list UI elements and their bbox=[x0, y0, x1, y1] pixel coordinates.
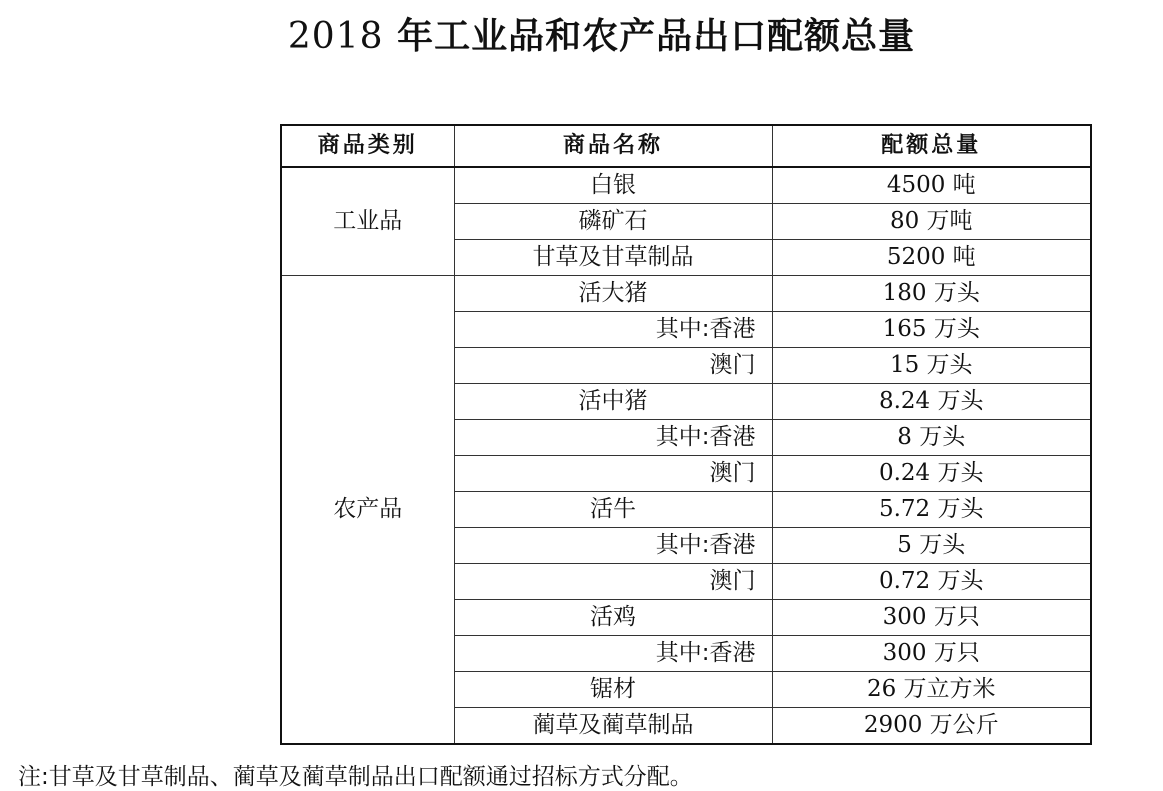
table-row bbox=[281, 167, 1091, 204]
quota-cell: 300 万只 bbox=[772, 636, 1091, 672]
product-name-cell: 其中:香港 bbox=[454, 312, 772, 348]
quota-cell: 8 万头 bbox=[772, 420, 1091, 456]
quota-cell: 5.72 万头 bbox=[772, 492, 1091, 528]
product-name-cell: 其中:香港 bbox=[454, 420, 772, 456]
product-name-cell: 蔺草及蔺草制品 bbox=[454, 708, 772, 745]
quota-cell: 80 万吨 bbox=[772, 204, 1091, 240]
product-name-cell: 甘草及甘草制品 bbox=[454, 240, 772, 276]
table-row bbox=[281, 276, 1091, 312]
table-header-row bbox=[281, 125, 1091, 167]
product-name-cell: 澳门 bbox=[454, 348, 772, 384]
quota-cell: 5200 吨 bbox=[772, 240, 1091, 276]
quota-cell: 4500 吨 bbox=[772, 167, 1091, 204]
footnote: 注:甘草及甘草制品、蔺草及蔺草制品出口配额通过招标方式分配。 bbox=[18, 764, 693, 790]
product-name-cell: 活大猪 bbox=[454, 276, 772, 312]
category-cell: 工业品 bbox=[281, 167, 454, 276]
product-name-cell: 其中:香港 bbox=[454, 528, 772, 564]
category-cell: 农产品 bbox=[281, 276, 454, 745]
quota-cell: 0.24 万头 bbox=[772, 456, 1091, 492]
product-name-cell: 活鸡 bbox=[454, 600, 772, 636]
product-name-cell: 其中:香港 bbox=[454, 636, 772, 672]
quota-table bbox=[280, 124, 1092, 745]
header-product-name: 商品名称 bbox=[454, 125, 772, 167]
product-name-cell: 白银 bbox=[454, 167, 772, 204]
product-name-cell: 活中猪 bbox=[454, 384, 772, 420]
header-quota-total: 配额总量 bbox=[772, 125, 1091, 167]
quota-cell: 2900 万公斤 bbox=[772, 708, 1091, 745]
product-name-cell: 锯材 bbox=[454, 672, 772, 708]
quota-cell: 26 万立方米 bbox=[772, 672, 1091, 708]
product-name-cell: 磷矿石 bbox=[454, 204, 772, 240]
quota-cell: 5 万头 bbox=[772, 528, 1091, 564]
product-name-cell: 澳门 bbox=[454, 564, 772, 600]
product-name-cell: 活牛 bbox=[454, 492, 772, 528]
quota-cell: 8.24 万头 bbox=[772, 384, 1091, 420]
quota-cell: 0.72 万头 bbox=[772, 564, 1091, 600]
title-year: 2018 bbox=[287, 16, 384, 57]
product-name-cell: 澳门 bbox=[454, 456, 772, 492]
table-body bbox=[281, 167, 1091, 744]
page-title bbox=[0, 8, 1163, 59]
quota-cell: 180 万头 bbox=[772, 276, 1091, 312]
quota-cell: 165 万头 bbox=[772, 312, 1091, 348]
header-category: 商品类别 bbox=[281, 125, 454, 167]
quota-cell: 15 万头 bbox=[772, 348, 1091, 384]
quota-cell: 300 万只 bbox=[772, 600, 1091, 636]
title-text: 年工业品和农产品出口配额总量 bbox=[397, 16, 916, 57]
